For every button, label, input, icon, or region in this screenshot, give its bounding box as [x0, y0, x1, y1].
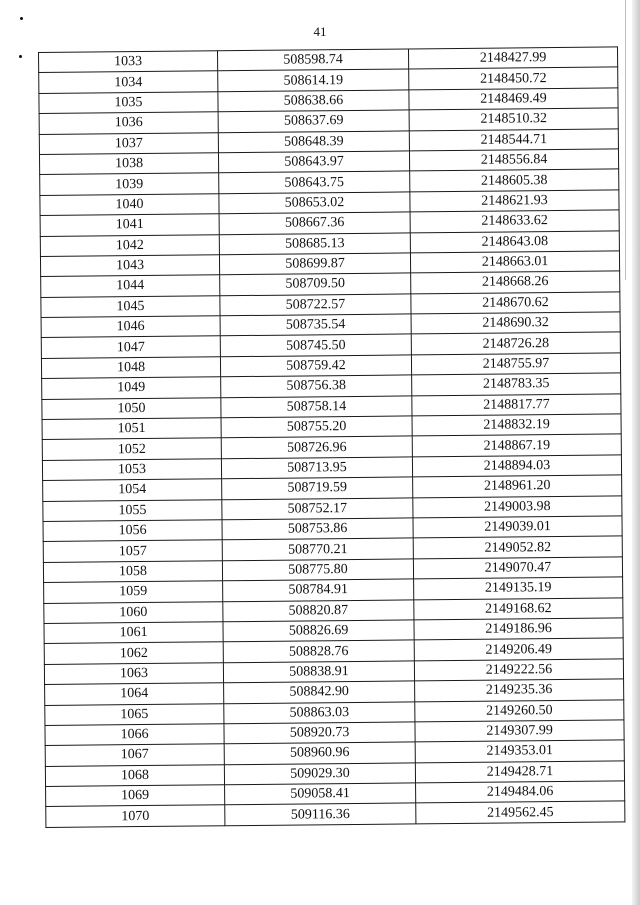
x-coordinate-cell: 508755.20 [221, 416, 412, 438]
y-coordinate-cell: 2149135.19 [414, 577, 623, 599]
y-coordinate-cell: 2149562.45 [416, 801, 625, 823]
x-coordinate-cell: 508920.73 [224, 722, 415, 744]
x-coordinate-cell: 508653.02 [219, 192, 410, 214]
point-number-cell: 1065 [45, 703, 224, 725]
y-coordinate-cell: 2148817.77 [412, 394, 621, 416]
x-coordinate-cell: 508614.19 [218, 69, 409, 91]
x-coordinate-cell: 508709.50 [220, 273, 411, 295]
point-number-cell: 1033 [39, 51, 218, 73]
x-coordinate-cell: 508726.96 [221, 436, 412, 458]
point-number-cell: 1042 [40, 234, 219, 256]
page-number: 41 [313, 24, 327, 39]
y-coordinate-cell: 2149168.62 [414, 597, 623, 619]
y-coordinate-cell: 2149307.99 [415, 720, 624, 742]
y-coordinate-cell: 2149052.82 [413, 536, 622, 558]
point-number-cell: 1070 [46, 805, 225, 827]
y-coordinate-cell: 2149222.56 [414, 659, 623, 681]
point-number-cell: 1039 [40, 173, 219, 195]
point-number-cell: 1049 [42, 377, 221, 399]
point-number-cell: 1036 [39, 112, 218, 134]
y-coordinate-cell: 2148894.03 [412, 455, 621, 477]
y-coordinate-cell: 2148783.35 [412, 373, 621, 395]
point-number-cell: 1058 [43, 561, 222, 583]
y-coordinate-cell: 2149039.01 [413, 516, 622, 538]
x-coordinate-cell: 508648.39 [218, 131, 409, 153]
y-coordinate-cell: 2148643.08 [410, 230, 619, 252]
y-coordinate-cell: 2148621.93 [410, 190, 619, 212]
point-number-cell: 1069 [46, 785, 225, 807]
y-coordinate-cell: 2149235.36 [415, 679, 624, 701]
x-coordinate-cell: 509029.30 [224, 763, 415, 785]
y-coordinate-cell: 2148832.19 [412, 414, 621, 436]
x-coordinate-cell: 508752.17 [222, 498, 413, 520]
scan-speck [19, 55, 22, 58]
y-coordinate-cell: 2148663.01 [410, 251, 619, 273]
coordinates-table-container [38, 46, 621, 827]
x-coordinate-cell: 508719.59 [222, 477, 413, 499]
point-number-cell: 1046 [41, 316, 220, 338]
coordinates-table-body [39, 47, 625, 827]
point-number-cell: 1038 [39, 153, 218, 175]
x-coordinate-cell: 508960.96 [224, 742, 415, 764]
y-coordinate-cell: 2148427.99 [408, 47, 617, 69]
point-number-cell: 1053 [42, 459, 221, 481]
x-coordinate-cell: 508667.36 [219, 212, 410, 234]
point-number-cell: 1037 [39, 132, 218, 154]
x-coordinate-cell: 508784.91 [223, 579, 414, 601]
scan-edge-shadow [632, 0, 640, 905]
y-coordinate-cell: 2148544.71 [409, 128, 618, 150]
x-coordinate-cell: 508637.69 [218, 110, 409, 132]
point-number-cell: 1059 [44, 581, 223, 603]
x-coordinate-cell: 508745.50 [220, 334, 411, 356]
y-coordinate-cell: 2148668.26 [411, 271, 620, 293]
point-number-cell: 1055 [43, 499, 222, 521]
point-number-cell: 1035 [39, 92, 218, 114]
x-coordinate-cell: 508775.80 [222, 559, 413, 581]
x-coordinate-cell: 508759.42 [220, 355, 411, 377]
y-coordinate-cell: 2149428.71 [415, 761, 624, 783]
point-number-cell: 1034 [39, 71, 218, 93]
y-coordinate-cell: 2149484.06 [416, 781, 625, 803]
point-number-cell: 1067 [45, 744, 224, 766]
x-coordinate-cell: 508770.21 [222, 538, 413, 560]
point-number-cell: 1048 [41, 357, 220, 379]
x-coordinate-cell: 508863.03 [224, 701, 415, 723]
point-number-cell: 1056 [43, 520, 222, 542]
point-number-cell: 1052 [42, 438, 221, 460]
x-coordinate-cell: 508838.91 [223, 661, 414, 683]
y-coordinate-cell: 2148556.84 [409, 149, 618, 171]
y-coordinate-cell: 2148605.38 [410, 169, 619, 191]
point-number-cell: 1068 [45, 764, 224, 786]
point-number-cell: 1041 [40, 214, 219, 236]
point-number-cell: 1064 [45, 683, 224, 705]
point-number-cell: 1054 [43, 479, 222, 501]
point-number-cell: 1061 [44, 622, 223, 644]
x-coordinate-cell: 508842.90 [224, 681, 415, 703]
y-coordinate-cell: 2148867.19 [412, 434, 621, 456]
x-coordinate-cell: 508685.13 [219, 232, 410, 254]
x-coordinate-cell: 509058.41 [225, 783, 416, 805]
point-number-cell: 1043 [40, 255, 219, 277]
y-coordinate-cell: 2149353.01 [415, 740, 624, 762]
x-coordinate-cell: 508828.76 [223, 640, 414, 662]
y-coordinate-cell: 2148450.72 [409, 67, 618, 89]
y-coordinate-cell: 2148961.20 [413, 475, 622, 497]
point-number-cell: 1063 [44, 662, 223, 684]
y-coordinate-cell: 2149070.47 [413, 557, 622, 579]
y-coordinate-cell: 2149260.50 [415, 699, 624, 721]
y-coordinate-cell: 2148726.28 [411, 332, 620, 354]
x-coordinate-cell: 508713.95 [221, 457, 412, 479]
y-coordinate-cell: 2149003.98 [413, 496, 622, 518]
y-coordinate-cell: 2148469.49 [409, 88, 618, 110]
x-coordinate-cell: 508820.87 [223, 599, 414, 621]
y-coordinate-cell: 2148670.62 [411, 292, 620, 314]
x-coordinate-cell: 508735.54 [220, 314, 411, 336]
point-number-cell: 1051 [42, 418, 221, 440]
x-coordinate-cell: 508756.38 [221, 375, 412, 397]
point-number-cell: 1040 [40, 194, 219, 216]
point-number-cell: 1066 [45, 724, 224, 746]
point-number-cell: 1044 [41, 275, 220, 297]
scan-artifact-line [625, 0, 626, 280]
y-coordinate-cell: 2149186.96 [414, 618, 623, 640]
x-coordinate-cell: 508758.14 [221, 396, 412, 418]
point-number-cell: 1047 [41, 336, 220, 358]
coordinates-table [38, 46, 625, 827]
scan-speck [20, 17, 23, 20]
y-coordinate-cell: 2148690.32 [411, 312, 620, 334]
x-coordinate-cell: 508722.57 [220, 294, 411, 316]
x-coordinate-cell: 509116.36 [225, 803, 416, 825]
point-number-cell: 1050 [42, 397, 221, 419]
x-coordinate-cell: 508753.86 [222, 518, 413, 540]
y-coordinate-cell: 2148510.32 [409, 108, 618, 130]
y-coordinate-cell: 2148633.62 [410, 210, 619, 232]
point-number-cell: 1057 [43, 540, 222, 562]
x-coordinate-cell: 508643.97 [218, 151, 409, 173]
x-coordinate-cell: 508826.69 [223, 620, 414, 642]
x-coordinate-cell: 508699.87 [219, 253, 410, 275]
x-coordinate-cell: 508638.66 [218, 90, 409, 112]
point-number-cell: 1045 [41, 295, 220, 317]
y-coordinate-cell: 2149206.49 [414, 638, 623, 660]
x-coordinate-cell: 508598.74 [217, 49, 408, 71]
point-number-cell: 1060 [44, 601, 223, 623]
x-coordinate-cell: 508643.75 [219, 171, 410, 193]
point-number-cell: 1062 [44, 642, 223, 664]
y-coordinate-cell: 2148755.97 [411, 353, 620, 375]
